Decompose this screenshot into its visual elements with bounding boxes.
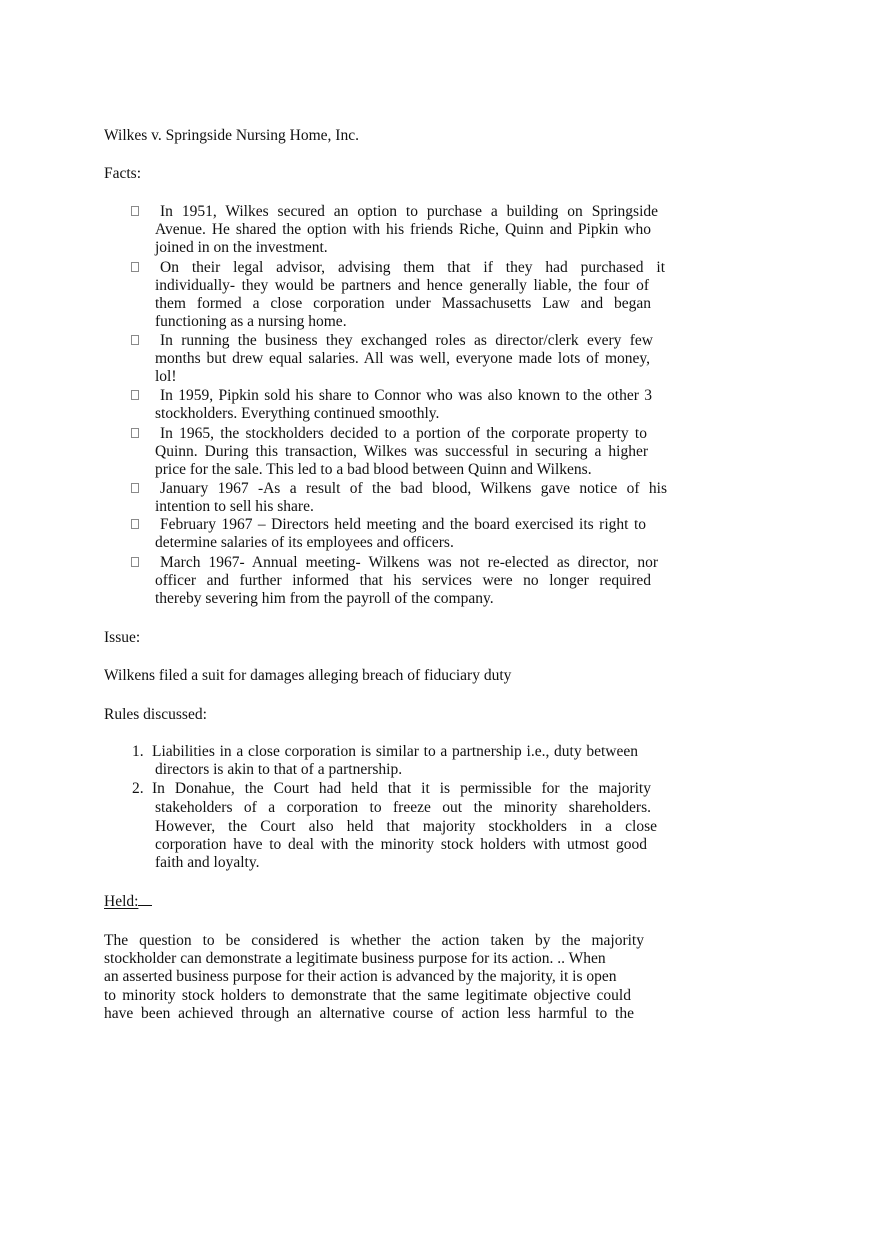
fact-line: functioning as a nursing home. (155, 313, 347, 330)
fact-line: officer and further informed that his services were no longer required (155, 572, 651, 589)
fact-line: lol! (155, 368, 177, 385)
rule-line: In Donahue, the Court had held that it is permissible for the majority (152, 780, 651, 797)
bullet-box-icon (131, 206, 139, 216)
fact-line: months but drew equal salaries. All was well, everyone made lots of money, (155, 350, 650, 367)
issue-heading: Issue: (104, 629, 141, 646)
rule-line: faith and loyalty. (155, 854, 260, 871)
issue-text: Wilkens filed a suit for damages alleging breach of fiduciary duty (104, 667, 512, 684)
held-line: stockholder can demonstrate a legitimate business purpose for its action. .. When (104, 950, 606, 967)
fact-line: January 1967 -As a result of the bad blood, Wilkens gave notice of his (160, 480, 667, 497)
fact-line: March 1967- Annual meeting- Wilkens was not re-elected as director, nor (160, 554, 658, 571)
facts-heading: Facts: (104, 165, 142, 182)
fact-line: joined in on the investment. (155, 239, 328, 256)
fact-line: thereby severing him from the payroll of the company. (155, 590, 494, 607)
rule-line: directors is akin to that of a partnership. (155, 761, 403, 778)
rule-line: Liabilities in a close corporation is similar to a partnership i.e., duty between (152, 743, 638, 760)
fact-line: price for the sale. This led to a bad blood between Quinn and Wilkens. (155, 461, 592, 478)
rule-number: 2. (132, 780, 144, 797)
held-line: to minority stock holders to demonstrate that the same legitimate objective could (104, 987, 631, 1004)
fact-line: In running the business they exchanged roles as director/clerk every few (160, 332, 653, 349)
fact-line: In 1951, Wilkes secured an option to purchase a building on Springside (160, 203, 658, 220)
held-line: an asserted business purpose for their action is advanced by the majority, it is open (104, 968, 617, 985)
rules-heading: Rules discussed: (104, 706, 207, 723)
bullet-box-icon (131, 390, 139, 400)
rule-line: However, the Court also held that majority stockholders in a close (155, 818, 657, 835)
held-line: have been achieved through an alternative course of action less harmful to the (104, 1005, 634, 1022)
held-heading-text: Held: (104, 893, 139, 910)
document-title: Wilkes v. Springside Nursing Home, Inc. (104, 127, 359, 144)
rule-line: corporation have to deal with the minority stock holders with utmost good (155, 836, 647, 853)
fact-line: determine salaries of its employees and officers. (155, 534, 454, 551)
fact-line: February 1967 – Directors held meeting and the board exercised its right to (160, 516, 646, 533)
bullet-box-icon (131, 519, 139, 529)
fact-line: Avenue. He shared the option with his friends Riche, Quinn and Pipkin who (155, 221, 651, 238)
rule-number: 1. (132, 743, 144, 760)
bullet-box-icon (131, 483, 139, 493)
fact-line: Quinn. During this transaction, Wilkes was successful in securing a higher (155, 443, 648, 460)
held-line: The question to be considered is whether the action taken by the majority (104, 932, 644, 949)
bullet-box-icon (131, 557, 139, 567)
fact-line: individually- they would be partners and hence generally liable, the four of (155, 277, 649, 294)
fact-line: them formed a close corporation under Massachusetts Law and began (155, 295, 651, 312)
fact-line: In 1959, Pipkin sold his share to Connor who was also known to the other 3 (160, 387, 652, 404)
bullet-box-icon (131, 335, 139, 345)
bullet-box-icon (131, 428, 139, 438)
held-heading (104, 893, 152, 911)
fact-line: On their legal advisor, advising them that if they had purchased it (160, 259, 665, 276)
bullet-box-icon (131, 262, 139, 272)
underline-rule (138, 893, 152, 906)
fact-line: In 1965, the stockholders decided to a portion of the corporate property to (160, 425, 647, 442)
rule-line: stakeholders of a corporation to freeze out the minority shareholders. (155, 799, 651, 816)
fact-line: stockholders. Everything continued smoothly. (155, 405, 440, 422)
fact-line: intention to sell his share. (155, 498, 314, 515)
